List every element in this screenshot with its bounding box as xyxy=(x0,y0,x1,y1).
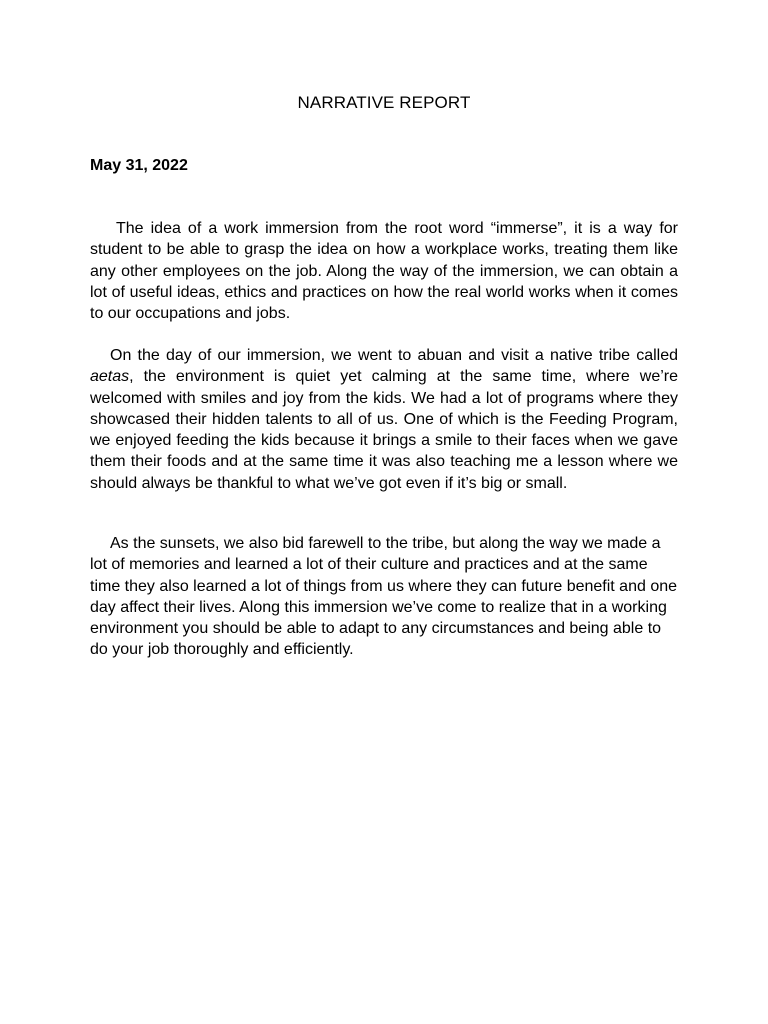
tribe-name: aetas xyxy=(90,368,130,386)
paragraph-2-text-end: , the environment is quiet yet calming at the same time, where we’re welcomed with smiles and joy from the kids. We had a lot of programs where they showcased their hidden talents to all of us. One of which is the Feeding Program, we enjoyed feeding the kids because it brings a smile to their faces when we gave them their foods and at the same time it was also teaching me a lesson where we should always be thankful to what we’ve got even if it’s big or small. xyxy=(90,368,678,492)
paragraph-3: As the sunsets, we also bid farewell to the tribe, but along the way we made a lot of memories and learned a lot of their culture and practices and at the same time they also learned a lot of things from us where they can future benefit and one day affect their lives. Along this immersion we’ve come to realize that in a working environment you should be able to adapt to any circumstances and being able to do your job thoroughly and efficiently. xyxy=(90,535,678,659)
paragraph-2 xyxy=(90,345,678,494)
paragraph-1: The idea of a work immersion from the root word “immerse”, it is a way for student to be able to grasp the idea on how a workplace works, treating them like any other employees on the job. Along the way of the immersion, we can obtain a lot of useful ideas, ethics and practices on how the real world works when it comes to our occupations and jobs. xyxy=(90,220,678,323)
paragraph-2-text-start: On the day of our immersion, we went to abuan and visit a native tribe called xyxy=(110,347,678,364)
document-title: NARRATIVE REPORT xyxy=(297,93,471,112)
report-date: May 31, 2022 xyxy=(90,157,188,174)
